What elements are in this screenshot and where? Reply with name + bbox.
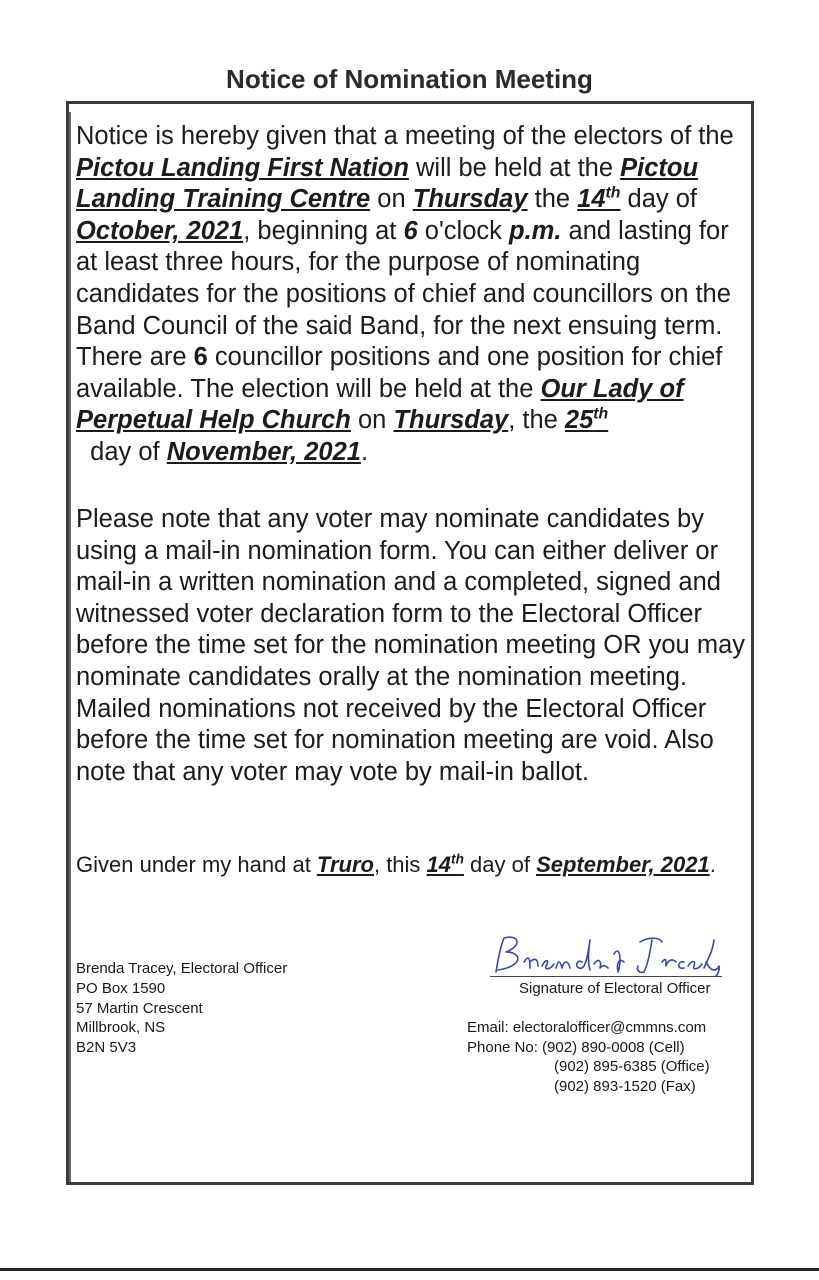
text-run: on <box>350 406 394 435</box>
signing-day <box>427 852 464 877</box>
text-run: . <box>360 437 369 466</box>
officer-contact <box>467 1018 710 1096</box>
notice-title: Notice of Nomination Meeting <box>226 64 593 94</box>
officer-name: Brenda Tracey, Electoral Officer <box>76 960 288 977</box>
email-line: Email: electoralofficer@cmmns.com <box>467 1019 707 1036</box>
text-run: Given under my hand at <box>76 852 317 877</box>
election-day <box>565 406 608 434</box>
signing-month: September, 2021 <box>536 852 710 877</box>
text-run: councillor positions and one position for chief available. The election will be held at the <box>76 343 723 403</box>
election-day-number: 25 <box>564 406 594 435</box>
signing-place: Truro <box>316 852 374 877</box>
text-run: , beginning at <box>243 216 404 245</box>
election-venue: Our Lady of Perpetual Help Church <box>76 374 684 435</box>
councillor-count: 6 <box>193 343 208 372</box>
mail-in-paragraph: Please note that any voter may nominate candidates by using a mail-in nomination form. You can either deliver or mail-in a written nomination and a completed, signed and witnessed voter declaration form to the Electoral Officer before the time set for the nomination meeting OR you may nominate candidates orally at the nomination meeting. Mailed nominations not received by the Electoral Officer before the time set for nomination meeting are void. Also note that any voter may vote by mail-in ballot. <box>76 505 746 786</box>
po-box: PO Box 1590 <box>76 979 166 997</box>
meeting-day <box>577 185 620 213</box>
fax-line: (902) 893-1520 (Fax) <box>554 1077 696 1095</box>
text-run: day of <box>76 437 167 466</box>
meeting-month: October, 2021 <box>76 216 244 245</box>
postal-code: B2N 5V3 <box>76 1039 137 1057</box>
band-name: Pictou Landing First Nation <box>76 153 409 182</box>
text-run: and lasting for at least three hours, for the purpose of nominating candidates for the positions of chief and councillors on the Band Council of the said Band, for the next ensuing term. There are <box>76 216 731 372</box>
election-day-suffix: th <box>593 405 609 423</box>
signing-day-suffix: th <box>451 851 464 867</box>
text-run: , the <box>508 406 565 435</box>
text-run: day of <box>463 852 537 877</box>
text-run: the <box>527 185 578 214</box>
signature-line <box>490 976 722 977</box>
meeting-weekday: Thursday <box>412 185 528 214</box>
phone-office-line: (902) 895-6385 (Office) <box>554 1058 710 1075</box>
meeting-meridiem: p.m. <box>509 216 562 245</box>
text-run: day of <box>620 185 698 214</box>
meeting-paragraph <box>76 121 752 469</box>
handwritten-signature <box>490 932 730 976</box>
meeting-day-suffix: th <box>605 184 621 202</box>
meeting-venue: Pictou Landing Training Centre <box>76 153 699 214</box>
street-address: 57 Martin Crescent <box>76 999 203 1017</box>
border-inner-rule <box>69 112 71 1182</box>
meeting-day-number: 14 <box>577 185 606 214</box>
page-bottom-rule <box>0 1268 819 1271</box>
text-run: Notice is hereby given that a meeting of the electors of the <box>76 122 734 150</box>
text-run: , this <box>373 852 427 877</box>
given-under-hand-paragraph <box>76 850 752 880</box>
signing-day-number: 14 <box>426 852 452 877</box>
signature-caption: Signature of Electoral Officer <box>519 980 711 997</box>
text-run: o'clock <box>417 216 509 245</box>
phone-cell-line: Phone No: (902) 890-0008 (Cell) <box>467 1038 685 1056</box>
text-run: will be held at the <box>408 153 621 182</box>
officer-address <box>76 959 376 1058</box>
text-run: on <box>370 185 413 214</box>
meeting-hour: 6 <box>403 216 418 245</box>
text-run: . <box>709 852 716 877</box>
election-month: November, 2021 <box>166 437 361 466</box>
city-province: Millbrook, NS <box>76 1019 166 1037</box>
election-weekday: Thursday <box>393 406 509 435</box>
